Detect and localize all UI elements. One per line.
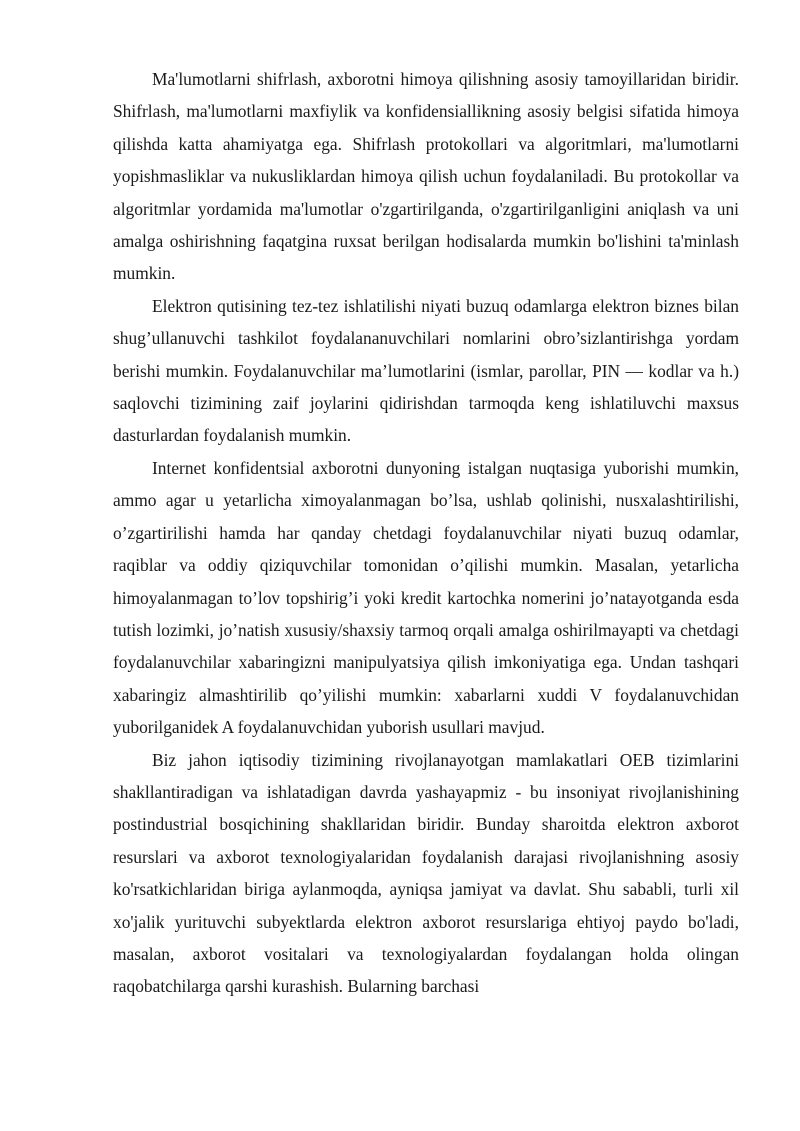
paragraph-information-society: Biz jahon iqtisodiy tizimining rivojlanayotgan mamlakatlari OEB tizimlarini shakllantiradigan va ishlatadigan davrda yashayapmiz - bu insoniyat rivojlanishining postindustrial bosqichining shakllaridan biridir. Bunday sharoitda elektron axborot resurslari va axborot texnologiyalaridan foydalanish darajasi rivojlanishning asosiy ko'rsatkichlaridan biriga aylanmoqda, ayniqsa jamiyat va davlat. Shu sababli, turli xil xo'jalik yurituvchi subyektlarda elektron axborot resurslariga ehtiyoj paydo bo'ladi, masalan, axborot vositalari va texnologiyalardan foydalangan holda olingan raqobatchilarga qarshi kurashish. Bularning barchasi [113,749,739,997]
paragraph-internet-confidentiality: Internet konfidentsial axborotni dunyoning istalgan nuqtasiga yuborishi mumkin, ammo agar u yetarlicha ximoyalanmagan bo’lsa, ushlab qolinishi, nusxalashtirilishi, o’zgartirilishi hamda har qanday chetdagi foydalanuvchilar niyati buzuq odamlar, raqiblar va oddiy qiziquvchilar tomonidan o’qilishi mumkin. Masalan, yetarlicha himoyalanmagan to’lov topshirig’i yoki kredit kartochka nomerini jo’natayotganda esda tutish lozimki, jo’natish xususiy/shaxsiy tarmoq orqali amalga oshirilmayapti va chetdagi foydalanuvchilar xabaringizni manipulyatsiya qilish imkoniyatiga ega. Undan tashqari xabaringiz almashtirilib qo’yilishi mumkin: xabarlarni xuddi V foydalanuvchidan yuborilganidek A foydalanuvchidan yuborish usullari mavjud. [113,457,739,738]
document-body [113,63,739,1003]
paragraph-encryption: Ma'lumotlarni shifrlash, axborotni himoya qilishning asosiy tamoyillaridan biridir. Shifrlash, ma'lumotlarni maxfiylik va konfidensiallikning asosiy belgisi sifatida himoya qilishda katta ahamiyatga ega. Shifrlash protokollari va algoritmlari, ma'lumotlarni yopishmasliklar va nukusliklardan himoya qilish uchun foydalaniladi. Bu protokollar va algoritmlar yordamida ma'lumotlar o'zgartirilganda, o'zgartirilganligini aniqlash va uni amalga oshirishning faqatgina ruxsat berilgan hodisalarda mumkin bo'lishini ta'minlash mumkin. [113,69,739,284]
paragraph-email-risks: Elektron qutisining tez-tez ishlatilishi niyati buzuq odamlarga elektron biznes bilan shug’ullanuvchi tashkilot foydalananuvchilari nomlarini obro’sizlantirishga yordam berishi mumkin. Foydalanuvchilar ma’lumotlarini (ismlar, parollar, PIN — kodlar va h.) saqlovchi tizimining zaif joylarini qidirishdan tarmoqda keng ishlatiluvchi maxsus dasturlardan foydalanish mumkin. [113,295,739,446]
